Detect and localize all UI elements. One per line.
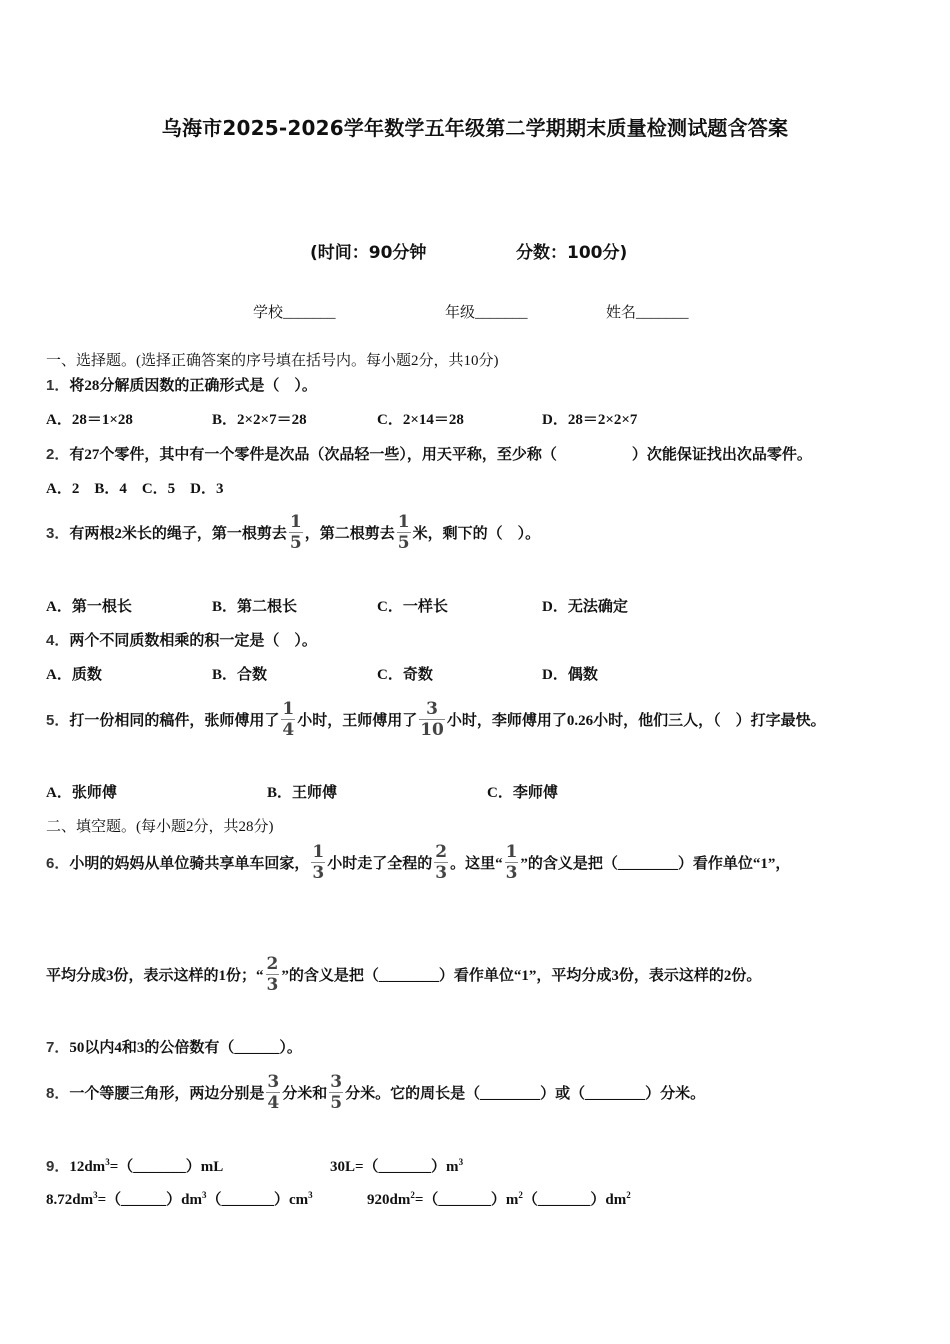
question-2-options: A．2 B．4 C．5 D．3 — [46, 481, 224, 497]
option: B．王师傅 — [267, 785, 338, 801]
fraction: $\frac{1}{5}$ — [289, 512, 302, 553]
grade-field: 年级_______ — [445, 305, 528, 321]
question-number: 1． — [46, 377, 70, 394]
fraction: $\frac{1}{5}$ — [397, 512, 410, 553]
exam-time: (时间：90分钟 — [310, 243, 427, 263]
question-8: 8．一个等腰三角形，两边分别是 $\frac{3}{4}$ 分米和 $\frac{3}{5}$ 分米。它的周长是（________）或（________）分米。 — [46, 1072, 706, 1113]
section-heading: 二、填空题。(每小题2分，共28分) — [46, 819, 274, 835]
question-2 — [46, 445, 812, 465]
fraction: $\frac{1}{3}$ — [312, 842, 325, 883]
question-text: 有27个零件，其中有一个零件是次品（次品轻一些），用天平称，至少称（ ）次能保证找出次品零件。 — [69, 447, 812, 463]
question-text: 将28分解质因数的正确形式是（ ）。 — [69, 378, 317, 394]
option: B．合数 — [212, 667, 268, 683]
fraction: $\frac{2}{3}$ — [435, 842, 448, 883]
option: C．奇数 — [377, 667, 433, 683]
option: C．2×14＝28 — [377, 412, 464, 428]
question-9-item: $920dm^2=(\_\_\_\_\_\_\_)m^2(\_\_\_\_\_\_\_)dm^2$ — [367, 1190, 631, 1208]
question-text: 50以内4和3的公倍数有（______）。 — [69, 1040, 302, 1056]
name-field: 姓名_______ — [606, 305, 689, 321]
option: C．李师傅 — [487, 785, 558, 801]
exam-score: 分数：100分) — [516, 243, 628, 263]
question-1 — [46, 376, 317, 396]
question-3: 3．有两根2米长的绳子，第一根剪去 $\frac{1}{5}$ ，第二根剪去 $\frac{1}{5}$ 米，剩下的（ ）。 — [46, 512, 541, 553]
fraction: $\frac{3}{5}$ — [330, 1072, 343, 1113]
option: D．28＝2×2×7 — [542, 412, 638, 428]
question-9-item: $30L=(\_\_\_\_\_\_\_)m^3$ — [330, 1157, 464, 1175]
fraction: $\frac{1}{3}$ — [505, 842, 518, 883]
option: D．偶数 — [542, 667, 598, 683]
question-number: 7． — [46, 1039, 70, 1056]
option: D．无法确定 — [542, 599, 628, 615]
question-number: 9． — [46, 1158, 70, 1175]
question-9-line-2: $8.72dm^3=(\_\_\_\_\_\_)dm^3(\_\_\_\_\_\_\_)cm^3$ — [46, 1190, 313, 1208]
option: B．第二根长 — [212, 599, 298, 615]
fraction: $\frac{3}{10}$ — [420, 699, 444, 740]
fraction: $\frac{2}{3}$ — [266, 954, 279, 995]
question-7 — [46, 1038, 302, 1058]
question-text: 两个不同质数相乘的积一定是（ ）。 — [69, 633, 317, 649]
school-field: 学校_______ — [253, 305, 336, 321]
fraction: $\frac{1}{4}$ — [282, 699, 295, 740]
page-title: 乌海市2025-2026学年数学五年级第二学期期末质量检测试题含答案 — [161, 116, 789, 140]
question-number: 4． — [46, 632, 70, 649]
option: A．第一根长 — [46, 599, 132, 615]
fraction: $\frac{3}{4}$ — [267, 1072, 280, 1113]
question-9-line-1: 9．$12dm^3=(\_\_\_\_\_\_\_)mL$ — [46, 1157, 224, 1175]
question-number: 2． — [46, 446, 70, 463]
option: A．张师傅 — [46, 785, 117, 801]
option: A．质数 — [46, 667, 102, 683]
section-heading: 一、选择题。(选择正确答案的序号填在括号内。每小题2分，共10分) — [46, 353, 499, 369]
question-number: 8． — [46, 1084, 70, 1102]
question-5: 5．打一份相同的稿件，张师傅用了 $\frac{1}{4}$ 小时，王师傅用了 $\frac{3}{10}$ 小时，李师傅用了0.26小时，他们三人，（ ）打字最快。 — [46, 699, 826, 740]
option: B．2×2×7＝28 — [212, 412, 307, 428]
question-text: 有两根2米长的绳子，第一根剪去 — [69, 525, 287, 542]
question-6-continued: 平均分成3份，表示这样的1份；“ $\frac{2}{3}$ ”的含义是把（________）看作单位“1”，平均分成3份，表示这样的2份。 — [46, 954, 762, 995]
question-number: 6． — [46, 854, 70, 872]
option: A．28＝1×28 — [46, 412, 133, 428]
question-4 — [46, 631, 317, 651]
option: C．一样长 — [377, 599, 448, 615]
question-6: 6．小明的妈妈从单位骑共享单车回家， $\frac{1}{3}$ 小时走了全程的 $\frac{2}{3}$ 。这里“ $\frac{1}{3}$ ”的含义是把（________）看作单位“1”， — [46, 842, 791, 883]
question-number: 5． — [46, 711, 70, 729]
question-number: 3． — [46, 524, 70, 542]
question-text: 打一份相同的稿件，张师傅用了 — [69, 712, 280, 729]
